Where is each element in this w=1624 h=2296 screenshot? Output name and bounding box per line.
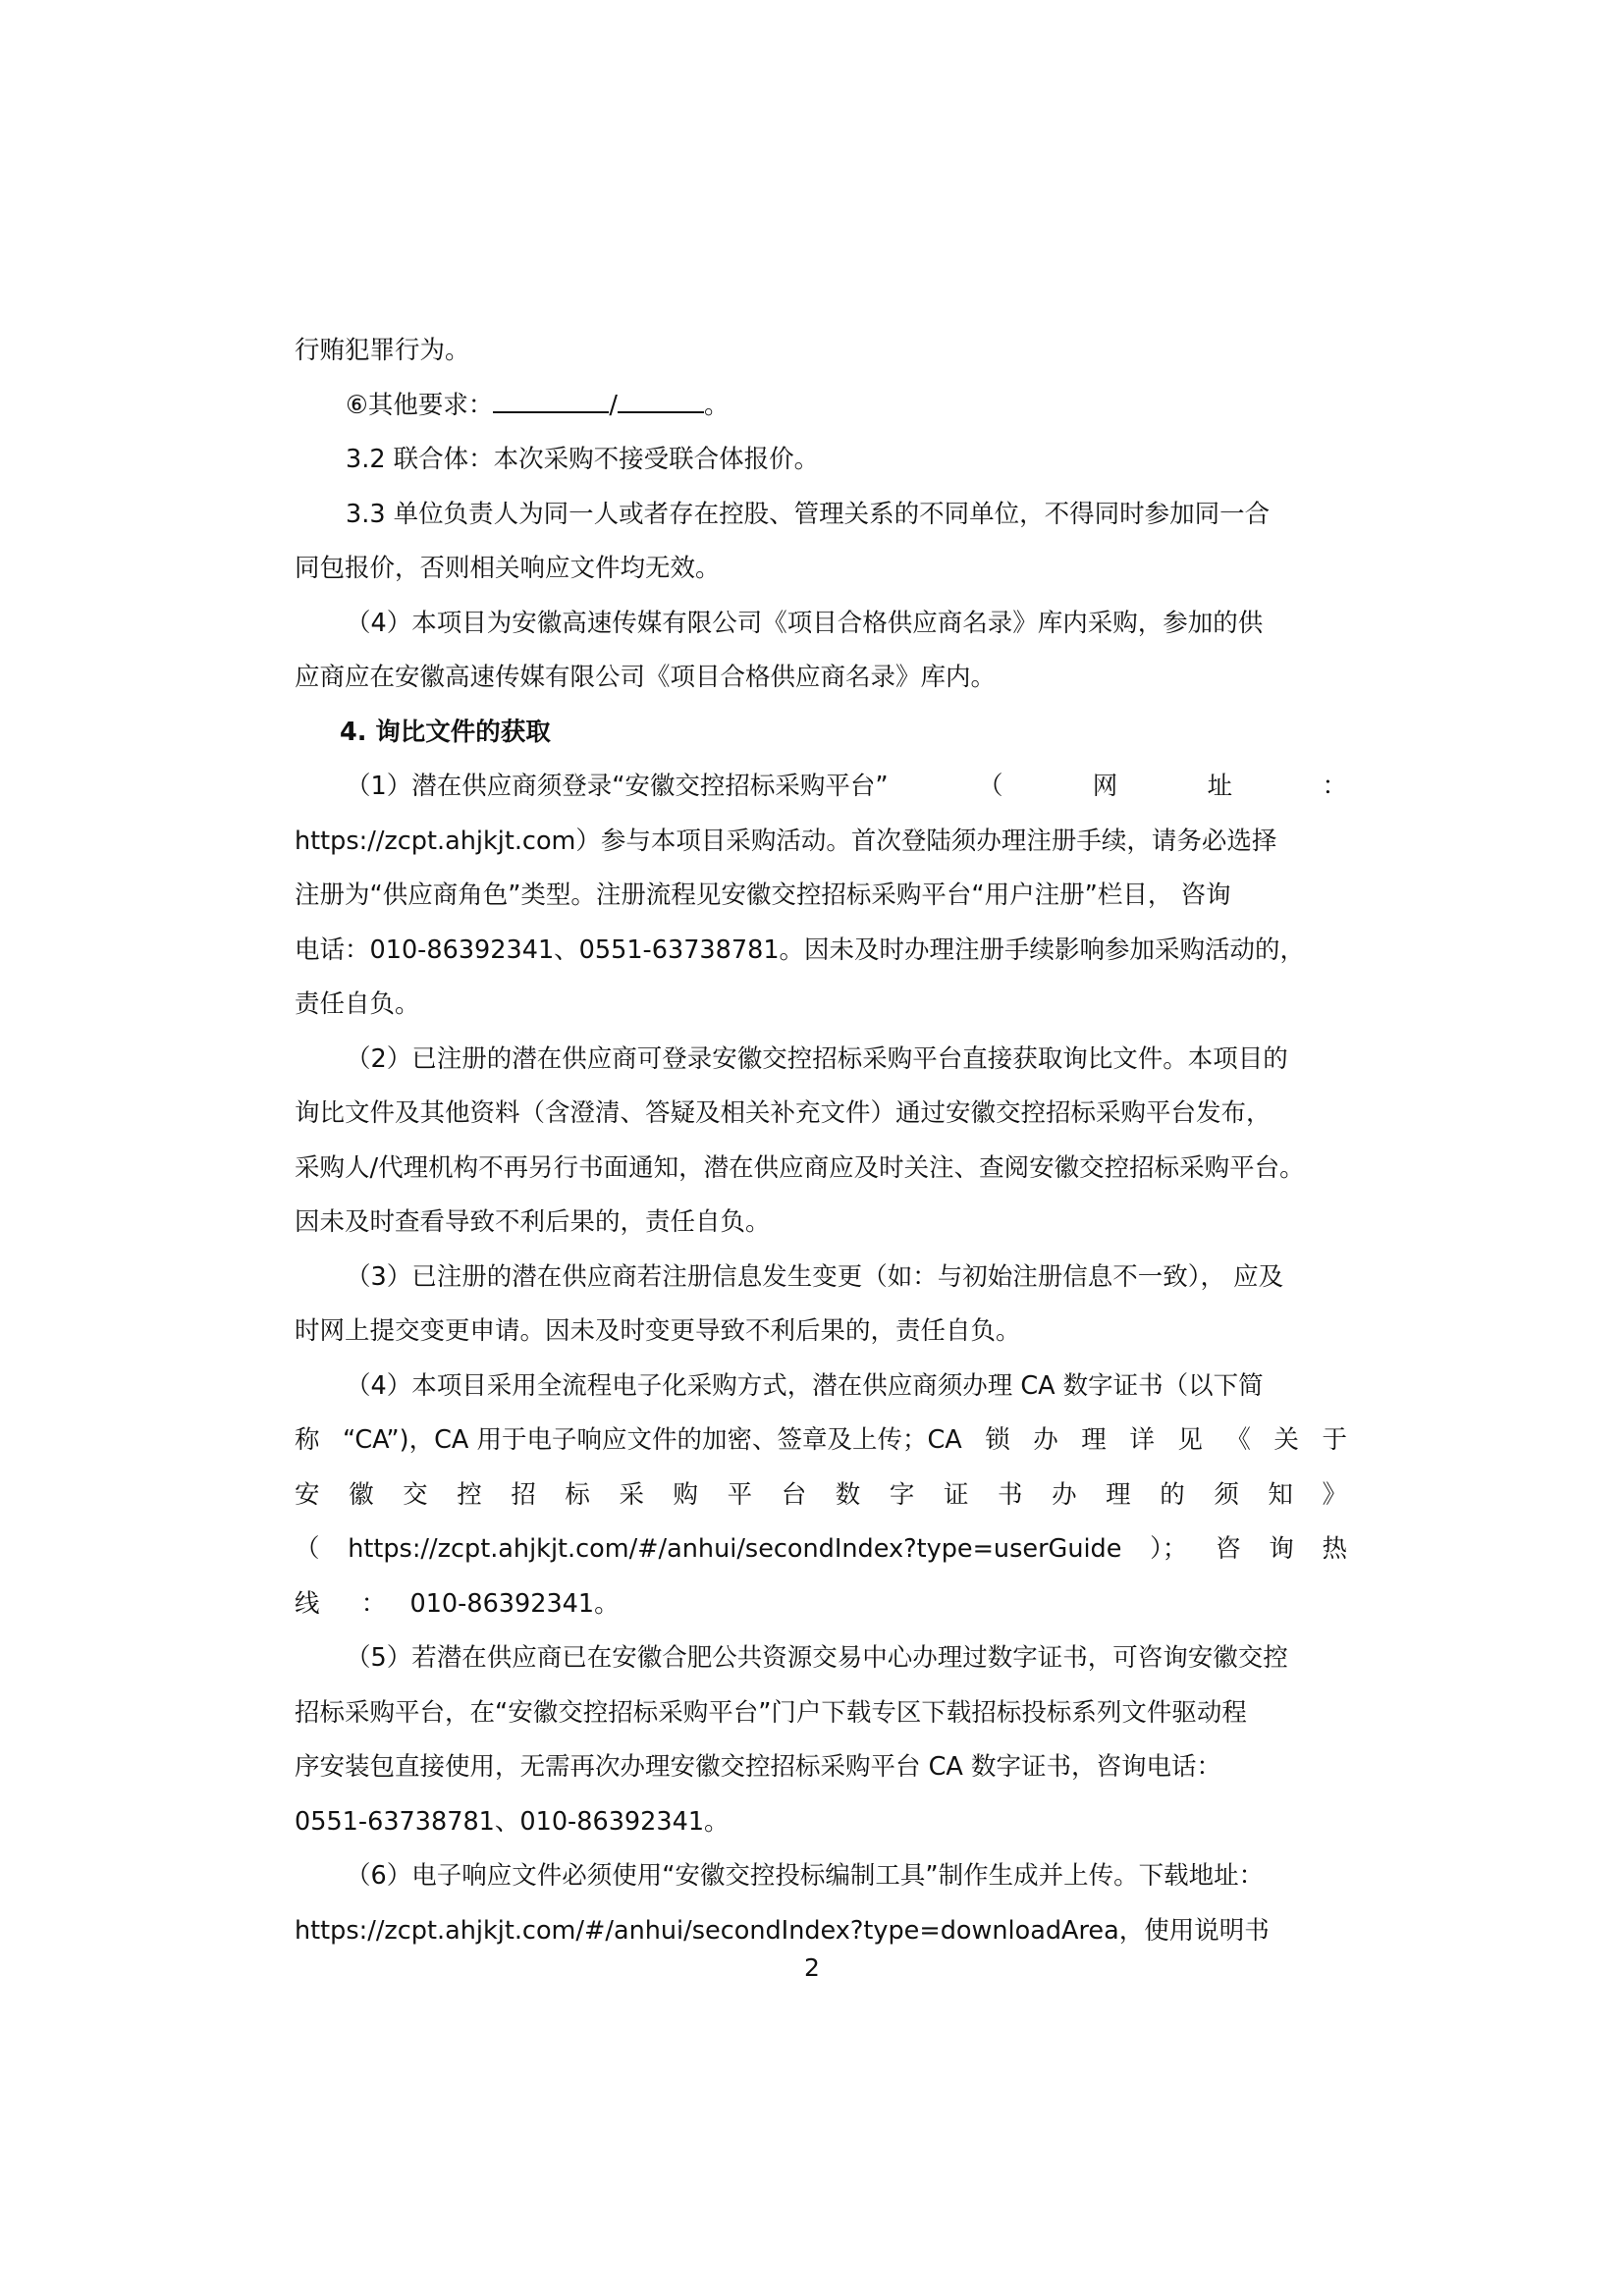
text-fragment: 。 — [703, 390, 730, 420]
text-line: 询比文件及其他资料（含澄清、答疑及相关补充文件）通过安徽交控招标采购平台发布， — [295, 1098, 1272, 1128]
text-line: 注册为“供应商角色”类型。注册流程见安徽交控招标采购平台“用户注册”栏目， 咨询 — [295, 881, 1231, 910]
text-line: （4）本项目为安徽高速传媒有限公司《项目合格供应商名录》库内采购，参加的供 — [346, 608, 1264, 638]
text-line — [295, 1522, 1347, 1577]
text-line: （4）本项目采用全流程电子化采购方式，潜在供应商须办理 CA 数字证书（以下简 — [346, 1370, 1264, 1401]
text-fragment: （1）潜在供应商须登录“安徽交控招标采购平台” — [346, 772, 889, 801]
text-fragment: 平 — [727, 1479, 753, 1510]
text-fragment: 办 — [1052, 1479, 1077, 1510]
text-fragment: 线 — [295, 1588, 320, 1619]
text-fragment: 数 — [835, 1479, 861, 1510]
text-fragment: ⑥其他要求： — [346, 390, 494, 420]
text-fragment: / — [609, 390, 618, 420]
text-fragment: （ — [977, 772, 1003, 801]
text-line: 采购人/代理机构不再另行书面通知，潜在供应商应及时关注、查阅安徽交控招标采购平台。 — [295, 1152, 1305, 1183]
blank-underline — [618, 410, 704, 413]
text-line: 应商应在安徽高速传媒有限公司《项目合格供应商名录》库内。 — [295, 663, 997, 692]
hotline-number: 010-86392341。 — [409, 1588, 620, 1619]
text-fragment: 的 — [1160, 1479, 1185, 1510]
text-fragment: 热 — [1322, 1534, 1347, 1564]
text-fragment: 于 — [1322, 1425, 1347, 1455]
user-guide-url[interactable]: https://zcpt.ahjkjt.com/#/anhui/secondIndex?type=userGuide — [348, 1534, 1122, 1564]
text-fragment: 购 — [673, 1479, 699, 1510]
text-fragment: （ — [295, 1534, 320, 1564]
text-line: 3.2 联合体：本次采购不接受联合体报价。 — [346, 445, 820, 474]
page-number: 2 — [804, 1953, 820, 1982]
text-line: https://zcpt.ahjkjt.com）参与本项目采购活动。首次登陆须办理注册手续，请务必选择 — [295, 826, 1277, 856]
text-fragment: 详 — [1129, 1425, 1155, 1455]
section-heading: 4. 询比文件的获取 — [340, 717, 551, 747]
text-fragment: 网 — [1092, 772, 1118, 801]
text-fragment: 证 — [943, 1479, 969, 1510]
text-fragment: 称 — [295, 1425, 320, 1455]
text-fragment: 书 — [998, 1479, 1023, 1510]
text-fragment: 台 — [781, 1479, 807, 1510]
text-line: 时网上提交变更申请。因未及时变更导致不利后果的，责任自负。 — [295, 1316, 1021, 1346]
text-fragment: 交 — [403, 1479, 428, 1510]
text-fragment: 须 — [1214, 1479, 1239, 1510]
text-line — [295, 1577, 1347, 1632]
text-fragment: 字 — [889, 1479, 915, 1510]
text-line: 3.3 单位负责人为同一人或者存在控股、管理关系的不同单位，不得同时参加同一合 — [346, 499, 1271, 529]
text-line: （3）已注册的潜在供应商若注册信息发生变更（如：与初始注册信息不一致）， 应及 — [346, 1261, 1284, 1292]
download-url-line[interactable]: https://zcpt.ahjkjt.com/#/anhui/secondIndex?type=downloadArea，使用说明书 — [295, 1915, 1270, 1946]
text-fragment: ）； — [1150, 1534, 1188, 1564]
text-line: 因未及时查看导致不利后果的，责任自负。 — [295, 1207, 771, 1237]
text-fragment: 招 — [511, 1479, 536, 1510]
text-fragment: 》 — [1322, 1479, 1347, 1510]
text-fragment: ： — [360, 1588, 387, 1619]
text-line: 同包报价，否则相关响应文件均无效。 — [295, 554, 721, 583]
blank-underline — [493, 410, 609, 413]
text-fragment: 知 — [1268, 1479, 1293, 1510]
text-fragment: 询 — [1269, 1534, 1294, 1564]
text-fragment: 关 — [1273, 1425, 1299, 1455]
text-line: （6）电子响应文件必须使用“安徽交控投标编制工具”制作生成并上传。下载地址： — [346, 1861, 1265, 1891]
text-line: 0551-63738781、010-86392341。 — [295, 1806, 730, 1837]
text-fragment: 理 — [1106, 1479, 1131, 1510]
text-line: 招标采购平台，在“安徽交控招标采购平台”门户下载专区下载招标投标系列文件驱动程 — [295, 1697, 1247, 1728]
text-line — [295, 760, 1347, 815]
text-line: 序安装包直接使用，无需再次办理安徽交控招标采购平台 CA 数字证书，咨询电话： — [295, 1752, 1221, 1782]
text-line: 行贿犯罪行为。 — [295, 336, 470, 365]
text-fragment: “CA”)，CA 用于电子响应文件的加密、签章及上传；CA — [343, 1425, 962, 1455]
text-fragment: 标 — [565, 1479, 590, 1510]
text-line — [295, 1468, 1347, 1523]
text-line: （5）若潜在供应商已在安徽合肥公共资源交易中心办理过数字证书，可咨询安徽交控 — [346, 1643, 1288, 1673]
text-line — [295, 1414, 1347, 1468]
text-fragment: 锁 — [985, 1425, 1010, 1455]
text-fragment: 咨 — [1216, 1534, 1241, 1564]
text-line: 责任自负。 — [295, 989, 420, 1019]
text-fragment: 控 — [457, 1479, 482, 1510]
text-fragment: 见 — [1177, 1425, 1203, 1455]
text-fragment: 徽 — [349, 1479, 374, 1510]
text-fragment: 安 — [295, 1479, 320, 1510]
text-fragment: 采 — [619, 1479, 644, 1510]
text-line: （2）已注册的潜在供应商可登录安徽交控招标采购平台直接获取询比文件。本项目的 — [346, 1043, 1288, 1074]
text-fragment: 《 — [1225, 1425, 1251, 1455]
text-fragment: 址 — [1207, 772, 1233, 801]
other-requirements-line — [295, 379, 1347, 434]
document-body — [295, 324, 1347, 1958]
text-fragment: 理 — [1081, 1425, 1107, 1455]
text-fragment: 办 — [1033, 1425, 1058, 1455]
text-fragment: ： — [1322, 772, 1347, 801]
text-line: 电话：010-86392341、0551-63738781。因未及时办理注册手续影响参加采购活动的， — [295, 934, 1306, 965]
